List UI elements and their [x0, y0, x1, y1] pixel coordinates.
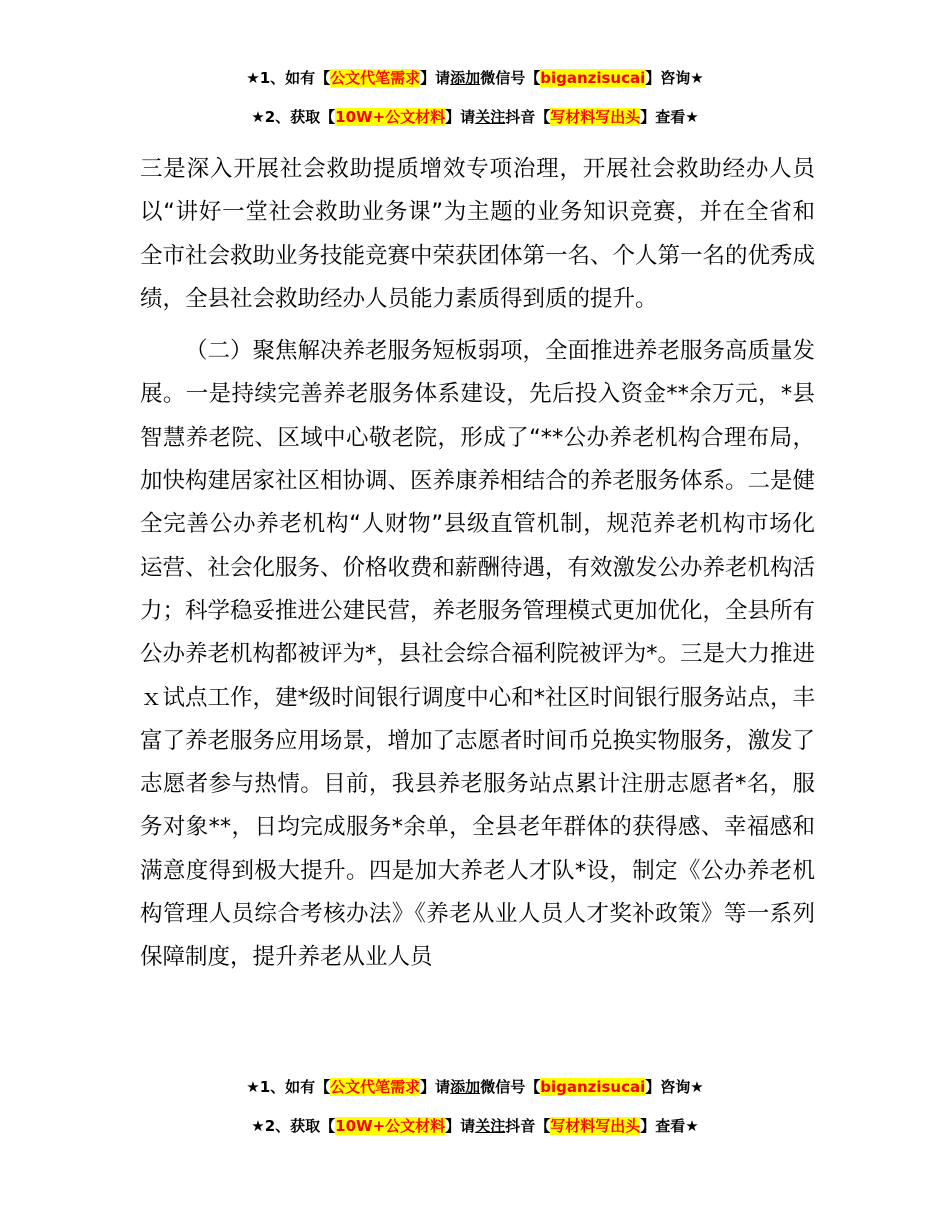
promo-text: 】咨询 — [645, 69, 691, 87]
promo-text: 】请 — [445, 1117, 476, 1135]
promo-text: 1、如有【 — [259, 1078, 331, 1096]
star-icon: ★ — [251, 108, 265, 126]
promo-line-1-top — [0, 68, 950, 88]
promo-text: 2、获取【 — [264, 1117, 336, 1135]
promo-text: 】请 — [445, 108, 476, 126]
promo-text: 微信号【 — [480, 69, 541, 87]
promo-text: 微信号【 — [480, 1078, 541, 1096]
promo-text: 】查看 — [640, 1117, 686, 1135]
star-icon: ★ — [685, 1117, 699, 1135]
service-highlight: 公文代笔需求 — [330, 69, 421, 87]
star-icon: ★ — [246, 69, 260, 87]
star-icon: ★ — [246, 1078, 260, 1096]
promo-text: 2、获取【 — [264, 108, 336, 126]
promo-text: 抖音【 — [505, 108, 551, 126]
wechat-id-highlight: biganzisucai — [540, 69, 646, 87]
promo-text: 】请 — [420, 69, 451, 87]
star-icon: ★ — [251, 1117, 265, 1135]
action-emphasis: 添加 — [450, 69, 481, 87]
douyin-account-highlight: 写材料写出头 — [550, 108, 641, 126]
promo-line-1-bottom — [0, 1077, 950, 1097]
promo-text: 抖音【 — [505, 1117, 551, 1135]
promo-text: 】查看 — [640, 108, 686, 126]
paragraph-social-assistance: 三是深入开展社会救助提质增效专项治理，开展社会救助经办人员以“讲好一堂社会救助业务课”为主题的业务知识竞赛，并在全省和全市社会救助业务技能竞赛中荣获团体第一名、个人第一名的优秀成绩，全县社会救助经办人员能力素质得到质的提升。 — [140, 156, 816, 312]
star-icon: ★ — [685, 108, 699, 126]
wechat-id-highlight: biganzisucai — [540, 1078, 646, 1096]
promo-text: 1、如有【 — [259, 69, 331, 87]
promo-line-2-bottom — [0, 1116, 950, 1136]
douyin-account-highlight: 写材料写出头 — [550, 1117, 641, 1135]
action-emphasis: 关注 — [475, 1117, 506, 1135]
paragraph-elderly-care: （二）聚焦解决养老服务短板弱项，全面推进养老服务高质量发展。一是持续完善养老服务体系建设，先后投入资金**余万元，*县智慧养老院、区域中心敬老院，形成了“**公办养老机构合理布局，加快构建居家社区相协调、医养康养相结合的养老服务体系。二是健全完善公办养老机构“人财物”县级直管机制，规范养老机构市场化运营、社会化服务、价格收费和薪酬待遇，有效激发公办养老机构活力；科学稳妥推进公建民营，养老服务管理模式更加优化，全县所有公办养老机构都被评为*，县社会综合福利院被评为*。三是大力推进ｘ试点工作，建*级时间银行调度中心和*社区时间银行服务站点，丰富了养老服务应用场景，增加了志愿者时间币兑换实物服务，激发了志愿者参与热情。目前，我县养老服务站点累计注册志愿者*名，服务对象**，日均完成服务*余单，全县老年群体的获得感、幸福感和满意度得到极大提升。四是加大养老人才队*设，制定《公办养老机构管理人员综合考核办法》《养老从业人员人才奖补政策》等一系列保障制度，提升养老从业人员 — [140, 338, 816, 971]
action-emphasis: 添加 — [450, 1078, 481, 1096]
action-emphasis: 关注 — [475, 108, 506, 126]
materials-highlight: 10W+公文材料 — [335, 1117, 446, 1135]
promo-text: 】请 — [420, 1078, 451, 1096]
promo-text: 】咨询 — [645, 1078, 691, 1096]
promo-line-2-top — [0, 107, 950, 127]
service-highlight: 公文代笔需求 — [330, 1078, 421, 1096]
star-icon: ★ — [690, 1078, 704, 1096]
document-body — [140, 148, 815, 980]
materials-highlight: 10W+公文材料 — [335, 108, 446, 126]
star-icon: ★ — [690, 69, 704, 87]
